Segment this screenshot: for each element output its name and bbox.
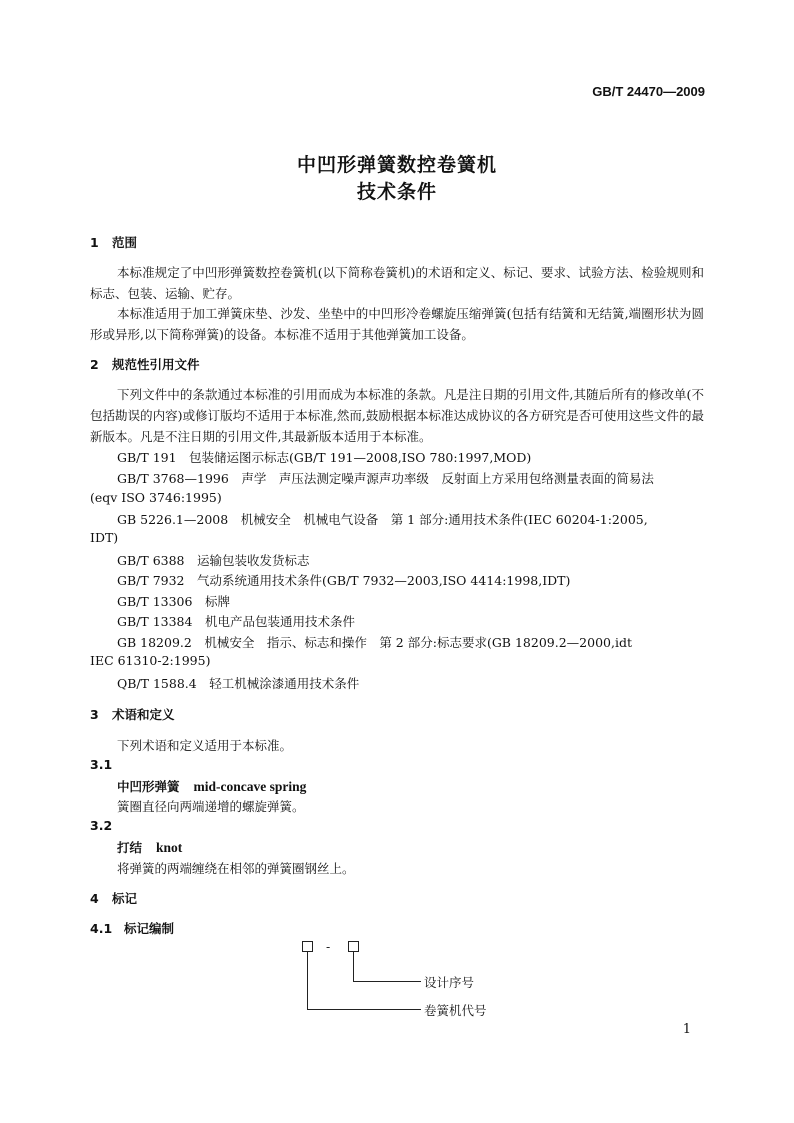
leader-line — [353, 952, 354, 982]
reference-item: GB/T 6388 运输包装收发货标志 — [117, 553, 310, 568]
reference-item: GB/T 13384 机电产品包装通用技术条件 — [117, 614, 355, 629]
term-3-2-number: 3.2 — [90, 818, 113, 833]
leader-line — [307, 1009, 421, 1010]
code-box-machine — [302, 941, 313, 952]
section-1-paragraph-1: 本标准规定了中凹形弹簧数控卷簧机(以下简称卷簧机)的术语和定义、标记、要求、试验方法、检验规则和标志、包装、运输、贮存。 — [90, 265, 704, 301]
term-3-2: 打结 knot — [117, 840, 183, 855]
term-3-1-number: 3.1 — [90, 757, 113, 772]
section-3-heading: 3 术语和定义 — [90, 707, 175, 722]
reference-item: GB/T 7932 气动系统通用技术条件(GB/T 7932—2003,ISO 4414:1998,IDT) — [117, 573, 571, 588]
document-subtitle: 技术条件 — [356, 181, 437, 203]
reference-item-continuation: IEC 61310-2:1995) — [90, 653, 211, 668]
leader-line — [307, 952, 308, 1010]
term-3-1: 中凹形弹簧 mid-concave spring — [117, 779, 307, 794]
reference-item: GB 5226.1—2008 机械安全 机械电气设备 第 1 部分:通用技术条件(IEC 60204-1:2005, — [117, 512, 648, 527]
label-design-serial: 设计序号 — [424, 975, 475, 990]
section-4-heading: 4 标记 — [90, 891, 138, 906]
standard-number: GB/T 24470—2009 — [592, 84, 705, 99]
document-title: 中凹形弹簧数控卷簧机 — [296, 154, 497, 176]
section-3-intro: 下列术语和定义适用于本标准。 — [117, 738, 293, 753]
section-4-1-heading: 4.1 标记编制 — [90, 921, 175, 936]
diagram-dash: - — [326, 939, 331, 954]
page-number: 1 — [682, 1022, 691, 1037]
term-3-2-definition: 将弹簧的两端缠绕在相邻的弹簧圈钢丝上。 — [117, 861, 355, 876]
code-box-serial — [348, 941, 359, 952]
reference-item-continuation: IDT) — [90, 530, 119, 545]
reference-item: GB/T 191 包装储运图示标志(GB/T 191—2008,ISO 780:1997,MOD) — [117, 450, 532, 465]
section-1-heading: 1 范围 — [90, 235, 138, 250]
reference-item: GB 18209.2 机械安全 指示、标志和操作 第 2 部分:标志要求(GB 18209.2—2000,idt — [117, 635, 632, 650]
reference-item-continuation: (eqv ISO 3746:1995) — [90, 490, 222, 505]
reference-item: GB/T 13306 标牌 — [117, 594, 230, 609]
reference-item: QB/T 1588.4 轻工机械涂漆通用技术条件 — [117, 676, 360, 691]
section-2-heading: 2 规范性引用文件 — [90, 357, 200, 372]
term-3-1-definition: 簧圈直径向两端递增的螺旋弹簧。 — [117, 799, 305, 814]
label-machine-code: 卷簧机代号 — [424, 1003, 487, 1018]
section-1-paragraph-2: 本标准适用于加工弹簧床垫、沙发、坐垫中的中凹形冷卷螺旋压缩弹簧(包括有结簧和无结簧,端圈形状为圆形或异形,以下简称弹簧)的设备。本标准不适用于其他弹簧加工设备。 — [90, 306, 704, 342]
reference-item: GB/T 3768—1996 声学 声压法测定噪声源声功率级 反射面上方采用包络测量表面的简易法 — [117, 471, 654, 486]
section-2-paragraph: 下列文件中的条款通过本标准的引用而成为本标准的条款。凡是注日期的引用文件,其随后所有的修改单(不包括勘误的内容)或修订版均不适用于本标准,然而,鼓励根据本标准达成协议的各方研究是否可使用这些文件的最新版本。凡是不注日期的引用文件,其最新版本适用于本标准。 — [90, 387, 704, 444]
leader-line — [353, 981, 421, 982]
